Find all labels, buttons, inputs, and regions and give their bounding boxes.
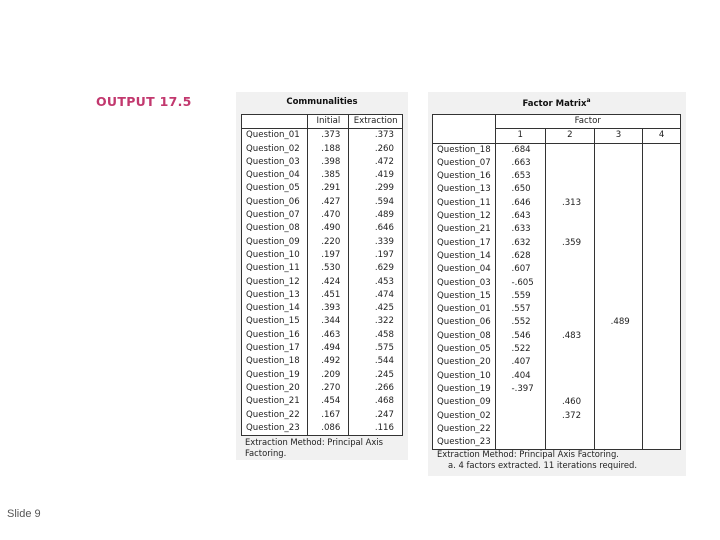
slide-number: Slide 9 <box>7 508 41 520</box>
question-label: Question_03 <box>242 156 308 169</box>
question-label: Question_17 <box>433 237 496 250</box>
loading-factor-2 <box>545 356 594 369</box>
loading-factor-4 <box>643 370 681 383</box>
loading-factor-1: .633 <box>495 223 545 236</box>
question-label: Question_12 <box>433 210 496 223</box>
loading-factor-3 <box>594 263 643 276</box>
factor-header-4: 4 <box>643 129 681 143</box>
loading-factor-3 <box>594 143 643 157</box>
initial-value: .427 <box>308 196 349 209</box>
communalities-row <box>242 382 403 395</box>
factor-matrix-row <box>433 277 681 290</box>
question-label: Question_16 <box>242 329 308 342</box>
question-label: Question_18 <box>242 355 308 368</box>
loading-factor-1: .663 <box>495 157 545 170</box>
question-label: Question_10 <box>433 370 496 383</box>
question-label: Question_03 <box>433 277 496 290</box>
communalities-row <box>242 143 403 156</box>
question-label: Question_07 <box>433 157 496 170</box>
question-label: Question_04 <box>433 263 496 276</box>
row-header-blank <box>242 115 308 129</box>
loading-factor-3 <box>594 383 643 396</box>
extraction-value: .544 <box>374 356 394 367</box>
factor-matrix-title <box>432 97 681 109</box>
initial-value: .086 <box>308 422 349 436</box>
extraction-value: .245 <box>374 369 394 380</box>
loading-factor-3 <box>594 343 643 356</box>
question-label: Question_11 <box>433 197 496 210</box>
loading-factor-2 <box>545 210 594 223</box>
loading-factor-4 <box>643 316 681 329</box>
initial-value: .451 <box>308 289 349 302</box>
initial-value: .209 <box>308 369 349 382</box>
question-label: Question_09 <box>433 396 496 409</box>
loading-factor-2 <box>545 250 594 263</box>
question-label: Question_07 <box>242 209 308 222</box>
loading-factor-4 <box>643 263 681 276</box>
extraction-value: .575 <box>374 343 394 354</box>
question-label: Question_09 <box>242 236 308 249</box>
communalities-row <box>242 156 403 169</box>
loading-factor-4 <box>643 143 681 157</box>
communalities-table <box>241 114 403 436</box>
factor-matrix-row <box>433 223 681 236</box>
loading-factor-4 <box>643 237 681 250</box>
factor-matrix-title-text: Factor Matrix <box>522 98 587 109</box>
initial-value: .197 <box>308 249 349 262</box>
communalities-row <box>242 395 403 408</box>
initial-value: .530 <box>308 262 349 275</box>
loading-factor-2: .460 <box>545 396 594 409</box>
extraction-value: .116 <box>374 422 394 433</box>
initial-value: .454 <box>308 395 349 408</box>
factor-matrix-row <box>433 303 681 316</box>
loading-factor-4 <box>643 383 681 396</box>
extraction-value: .260 <box>374 143 394 154</box>
initial-value: .492 <box>308 355 349 368</box>
loading-factor-1 <box>495 410 545 423</box>
question-label: Question_08 <box>242 222 308 235</box>
communalities-row <box>242 289 403 302</box>
communalities-title: Communalities <box>286 97 358 107</box>
question-label: Question_20 <box>433 356 496 369</box>
extraction-value: .339 <box>374 236 394 247</box>
question-label: Question_13 <box>433 183 496 196</box>
communalities-row <box>242 355 403 368</box>
communalities-row <box>242 276 403 289</box>
loading-factor-1: .653 <box>495 170 545 183</box>
loading-factor-1: .646 <box>495 197 545 210</box>
factor-matrix-footnote-extracted: a. 4 factors extracted. 11 iterations required. <box>448 460 637 470</box>
factor-matrix-row <box>433 157 681 170</box>
initial-value: .167 <box>308 409 349 422</box>
extraction-value: .489 <box>374 210 394 221</box>
initial-value: .291 <box>308 182 349 195</box>
extraction-value: .425 <box>374 303 394 314</box>
extraction-value: .646 <box>374 223 394 234</box>
communalities-row <box>242 422 403 436</box>
col-header-initial: Initial <box>308 115 349 129</box>
question-label: Question_22 <box>433 423 496 436</box>
communalities-row <box>242 169 403 182</box>
loading-factor-4 <box>643 290 681 303</box>
initial-value: .398 <box>308 156 349 169</box>
extraction-value: .247 <box>374 409 394 420</box>
initial-value: .220 <box>308 236 349 249</box>
factor-matrix-table <box>432 114 681 450</box>
loading-factor-3 <box>594 250 643 263</box>
initial-value: .490 <box>308 222 349 235</box>
communalities-row <box>242 209 403 222</box>
loading-factor-2 <box>545 303 594 316</box>
loading-factor-3 <box>594 170 643 183</box>
factor-matrix-row <box>433 396 681 409</box>
initial-value: .385 <box>308 169 349 182</box>
loading-factor-4 <box>643 277 681 290</box>
loading-factor-2: .372 <box>545 410 594 423</box>
communalities-row <box>242 129 403 143</box>
loading-factor-4 <box>643 210 681 223</box>
loading-factor-2: .359 <box>545 237 594 250</box>
loading-factor-3 <box>594 210 643 223</box>
communalities-row <box>242 409 403 422</box>
loading-factor-2 <box>545 223 594 236</box>
question-label: Question_12 <box>242 276 308 289</box>
loading-factor-2 <box>545 157 594 170</box>
loading-factor-3 <box>594 223 643 236</box>
loading-factor-3 <box>594 157 643 170</box>
factor-matrix-row <box>433 316 681 329</box>
factor-matrix-row <box>433 210 681 223</box>
communalities-footnote: Extraction Method: Principal Axis Factoring. <box>245 437 384 458</box>
question-label: Question_14 <box>433 250 496 263</box>
question-label: Question_08 <box>433 330 496 343</box>
output-title: OUTPUT 17.5 <box>96 94 192 109</box>
loading-factor-3: .489 <box>594 316 643 329</box>
loading-factor-3 <box>594 290 643 303</box>
question-label: Question_23 <box>433 436 496 450</box>
loading-factor-1: .628 <box>495 250 545 263</box>
extraction-value: .594 <box>374 196 394 207</box>
question-label: Question_20 <box>242 382 308 395</box>
initial-value: .494 <box>308 342 349 355</box>
loading-factor-3 <box>594 370 643 383</box>
question-label: Question_23 <box>242 422 308 436</box>
extraction-value: .468 <box>374 396 394 407</box>
loading-factor-3 <box>594 330 643 343</box>
loading-factor-1: .557 <box>495 303 545 316</box>
loading-factor-4 <box>643 343 681 356</box>
loading-factor-1: .632 <box>495 237 545 250</box>
question-label: Question_02 <box>242 143 308 156</box>
loading-factor-3 <box>594 277 643 290</box>
loading-factor-2 <box>545 423 594 436</box>
communalities-row <box>242 222 403 235</box>
loading-factor-1: -.397 <box>495 383 545 396</box>
communalities-row <box>242 249 403 262</box>
loading-factor-4 <box>643 157 681 170</box>
initial-value: .424 <box>308 276 349 289</box>
factor-header-3: 3 <box>594 129 643 143</box>
loading-factor-2 <box>545 316 594 329</box>
loading-factor-2 <box>545 277 594 290</box>
initial-value: .270 <box>308 382 349 395</box>
loading-factor-3 <box>594 197 643 210</box>
loading-factor-3 <box>594 423 643 436</box>
loading-factor-2: .313 <box>545 197 594 210</box>
question-label: Question_06 <box>242 196 308 209</box>
loading-factor-2: .483 <box>545 330 594 343</box>
loading-factor-1: .559 <box>495 290 545 303</box>
question-label: Question_05 <box>433 343 496 356</box>
loading-factor-4 <box>643 170 681 183</box>
question-label: Question_13 <box>242 289 308 302</box>
factor-matrix-row <box>433 330 681 343</box>
loading-factor-1 <box>495 423 545 436</box>
extraction-value: .472 <box>374 156 394 167</box>
loading-factor-4 <box>643 250 681 263</box>
extraction-value: .373 <box>374 130 394 141</box>
extraction-value: .322 <box>374 316 394 327</box>
loading-factor-1: .684 <box>495 143 545 157</box>
loading-factor-3 <box>594 410 643 423</box>
factor-matrix-row <box>433 183 681 196</box>
factor-matrix-row <box>433 263 681 276</box>
communalities-row <box>242 315 403 328</box>
question-label: Question_16 <box>433 170 496 183</box>
extraction-value: .419 <box>374 170 394 181</box>
question-label: Question_19 <box>242 369 308 382</box>
question-label: Question_02 <box>433 410 496 423</box>
extraction-value: .629 <box>374 263 394 274</box>
communalities-row <box>242 182 403 195</box>
factor-matrix-row <box>433 436 681 450</box>
question-label: Question_17 <box>242 342 308 355</box>
factor-matrix-row <box>433 250 681 263</box>
loading-factor-2 <box>545 436 594 450</box>
loading-factor-2 <box>545 143 594 157</box>
initial-value: .373 <box>308 129 349 143</box>
loading-factor-4 <box>643 197 681 210</box>
initial-value: .470 <box>308 209 349 222</box>
initial-value: .344 <box>308 315 349 328</box>
question-label: Question_01 <box>242 129 308 143</box>
loading-factor-1: .650 <box>495 183 545 196</box>
loading-factor-4 <box>643 423 681 436</box>
factor-matrix-row <box>433 237 681 250</box>
factor-matrix-row <box>433 290 681 303</box>
loading-factor-4 <box>643 223 681 236</box>
loading-factor-3 <box>594 237 643 250</box>
question-label: Question_05 <box>242 182 308 195</box>
loading-factor-4 <box>643 436 681 450</box>
factor-matrix-row <box>433 423 681 436</box>
extraction-value: .197 <box>374 249 394 260</box>
loading-factor-2 <box>545 343 594 356</box>
question-label: Question_15 <box>433 290 496 303</box>
communalities-row <box>242 302 403 315</box>
question-label: Question_15 <box>242 315 308 328</box>
extraction-value: .299 <box>374 183 394 194</box>
loading-factor-2 <box>545 183 594 196</box>
loading-factor-4 <box>643 410 681 423</box>
loading-factor-4 <box>643 396 681 409</box>
communalities-row <box>242 342 403 355</box>
factor-matrix-row <box>433 343 681 356</box>
factor-matrix-row <box>433 383 681 396</box>
loading-factor-4 <box>643 183 681 196</box>
initial-value: .463 <box>308 329 349 342</box>
loading-factor-1: -.605 <box>495 277 545 290</box>
question-label: Question_04 <box>242 169 308 182</box>
loading-factor-3 <box>594 183 643 196</box>
question-label: Question_21 <box>433 223 496 236</box>
communalities-row <box>242 196 403 209</box>
loading-factor-1: .607 <box>495 263 545 276</box>
question-label: Question_19 <box>433 383 496 396</box>
row-header-blank <box>433 115 496 144</box>
factor-matrix-title-superscript: a <box>586 97 591 104</box>
question-label: Question_11 <box>242 262 308 275</box>
question-label: Question_01 <box>433 303 496 316</box>
loading-factor-1 <box>495 396 545 409</box>
factor-matrix-row <box>433 356 681 369</box>
loading-factor-2 <box>545 290 594 303</box>
loading-factor-1 <box>495 436 545 450</box>
communalities-row <box>242 329 403 342</box>
factor-matrix-row <box>433 410 681 423</box>
question-label: Question_14 <box>242 302 308 315</box>
loading-factor-1: .522 <box>495 343 545 356</box>
loading-factor-4 <box>643 330 681 343</box>
loading-factor-2 <box>545 263 594 276</box>
loading-factor-4 <box>643 356 681 369</box>
question-label: Question_06 <box>433 316 496 329</box>
factor-header-1: 1 <box>495 129 545 143</box>
factor-matrix-row <box>433 370 681 383</box>
initial-value: .188 <box>308 143 349 156</box>
loading-factor-1: .404 <box>495 370 545 383</box>
question-label: Question_10 <box>242 249 308 262</box>
initial-value: .393 <box>308 302 349 315</box>
factor-group-header: Factor <box>495 115 681 129</box>
communalities-row <box>242 262 403 275</box>
communalities-row <box>242 369 403 382</box>
loading-factor-1: .643 <box>495 210 545 223</box>
question-label: Question_18 <box>433 143 496 157</box>
communalities-row <box>242 236 403 249</box>
loading-factor-3 <box>594 436 643 450</box>
factor-matrix-row <box>433 197 681 210</box>
loading-factor-1: .546 <box>495 330 545 343</box>
loading-factor-2 <box>545 170 594 183</box>
factor-matrix-footnote-method: Extraction Method: Principal Axis Factoring. <box>437 449 619 459</box>
col-header-extraction: Extraction <box>349 115 403 129</box>
loading-factor-3 <box>594 303 643 316</box>
factor-matrix-row <box>433 143 681 157</box>
factor-matrix-row <box>433 170 681 183</box>
factor-header-2: 2 <box>545 129 594 143</box>
extraction-value: .453 <box>374 276 394 287</box>
question-label: Question_21 <box>242 395 308 408</box>
loading-factor-2 <box>545 370 594 383</box>
loading-factor-4 <box>643 303 681 316</box>
extraction-value: .266 <box>374 382 394 393</box>
extraction-value: .474 <box>374 289 394 300</box>
loading-factor-2 <box>545 383 594 396</box>
loading-factor-1: .552 <box>495 316 545 329</box>
loading-factor-1: .407 <box>495 356 545 369</box>
question-label: Question_22 <box>242 409 308 422</box>
extraction-value: .458 <box>374 329 394 340</box>
loading-factor-3 <box>594 396 643 409</box>
loading-factor-3 <box>594 356 643 369</box>
